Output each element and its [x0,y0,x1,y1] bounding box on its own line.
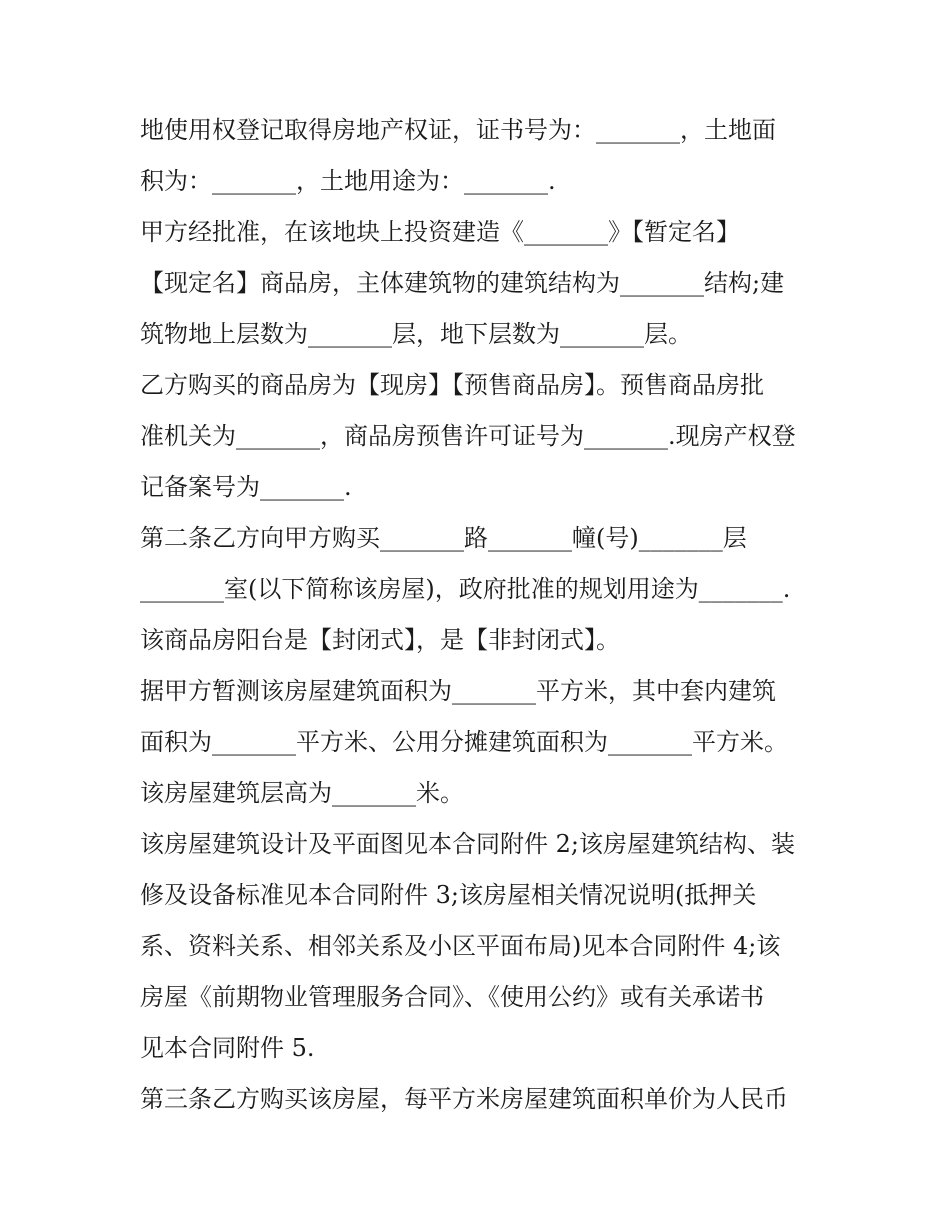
text-line: 该房屋建筑设计及平面图见本合同附件 2;该房屋建筑结构、装 [140,830,795,858]
text-line: 积为：_______，土地用途为：_______. [140,167,556,195]
text-line: 该商品房阳台是【封闭式】，是【非封闭式】。 [140,626,620,654]
text-line: 准机关为_______，商品房预售许可证号为_______.现房产权登 [140,422,796,450]
text-line: 见本合同附件 5. [140,1034,315,1062]
text-line: 【现定名】商品房，主体建筑物的建筑结构为_______结构;建 [140,269,785,297]
text-line: 第二条乙方向甲方购买_______路_______幢(号)_______层 [140,524,747,552]
text-line: 记备案号为_______. [140,473,352,501]
text-line: 房屋《前期物业管理服务合同》、《使用公约》或有关承诺书 [140,983,764,1011]
text-line: 筑物地上层数为_______层，地下层数为_______层。 [140,320,692,348]
text-line: 据甲方暂测该房屋建筑面积为_______平方米，其中套内建筑 [140,677,776,705]
text-line: 甲方经批准，在该地块上投资建造《_______》【暂定名】 [140,218,740,246]
text-line: 乙方购买的商品房为【现房】【预售商品房】。预售商品房批 [140,371,764,399]
contract-text [140,105,820,1125]
text-line: 修及设备标准见本合同附件 3;该房屋相关情况说明(抵押关 [140,881,757,909]
text-line: 面积为_______平方米、公用分摊建筑面积为_______平方米。 [140,728,788,756]
text-line: 该房屋建筑层高为_______米。 [140,779,464,807]
text-line: 第三条乙方购买该房屋，每平方米房屋建筑面积单价为人民币 [140,1085,788,1113]
text-line: _______室(以下简称该房屋)，政府批准的规划用途为_______. [140,575,791,603]
text-line: 地使用权登记取得房地产权证，证书号为：_______，土地面 [140,116,776,144]
text-line: 系、资料关系、相邻关系及小区平面布局)见本合同附件 4;该 [140,932,781,960]
